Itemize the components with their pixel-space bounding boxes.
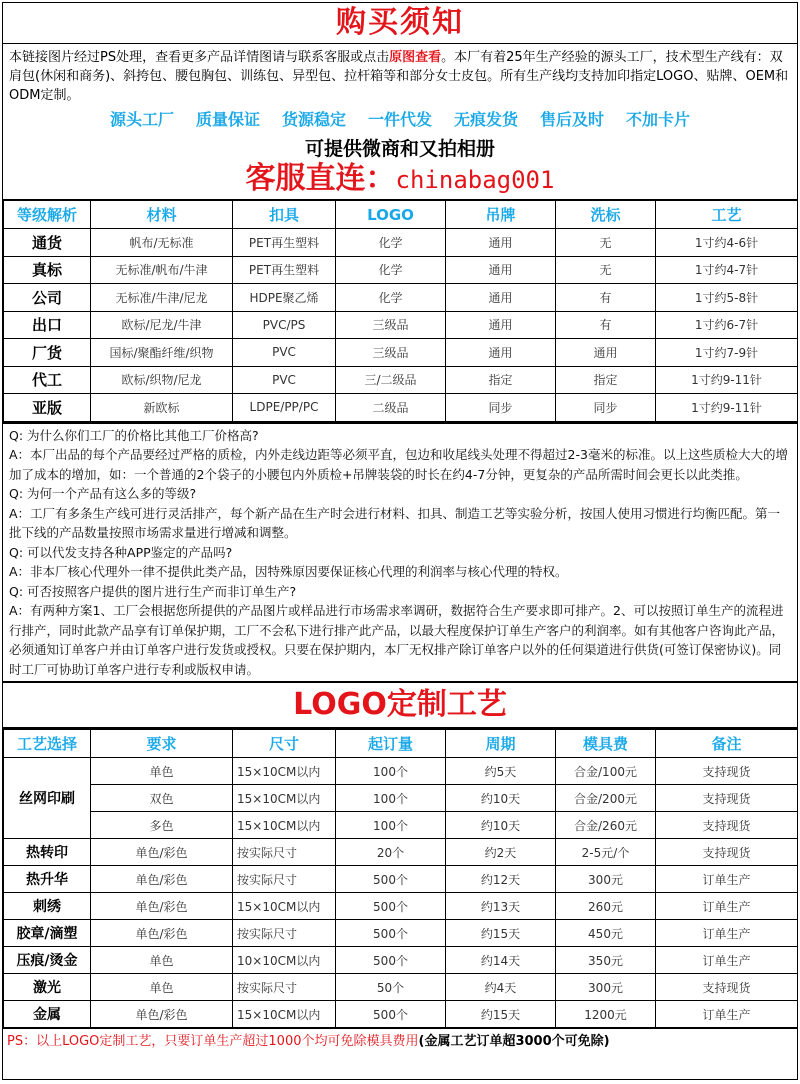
process-name: 热转印 <box>4 839 91 866</box>
table-cell: 按实际尺寸 <box>233 920 336 947</box>
table-cell: 有 <box>556 311 656 339</box>
table-cell: PVC <box>233 366 336 394</box>
intro-text-post: 。本厂有着25年生产经验的源头工厂，技术型生产线有：双肩包(休闲和商务)、斜挎包、腰包胸包、训练包、异型包、拉杆箱等和部分女士皮包。所有生产线均支持加印指定LOGO、贴牌、OEM和ODM定制。 <box>9 50 789 103</box>
table-cell: 500个 <box>336 947 446 974</box>
faq-question: Q: 为什么你们工厂的价格比其他工厂价格高? <box>9 427 259 443</box>
table-cell: HDPE聚乙烯 <box>233 284 336 312</box>
table-cell: 按实际尺寸 <box>233 839 336 866</box>
faq-answer: A：工厂有多条生产线可进行灵活排产，每个新产品在生产时会进行材料、扣具、制造工艺等实验分析，按国人使用习惯进行均衡匹配。第一批下线的产品数量按照市场需求量进行增减和调整。 <box>9 505 781 540</box>
feature-tag: 源头工厂 <box>109 110 174 129</box>
table-cell: 通用 <box>446 311 556 339</box>
page-title: 购买须知 <box>3 3 797 44</box>
table-cell: 有 <box>556 284 656 312</box>
table-cell: 订单生产 <box>656 866 798 893</box>
table-row <box>4 839 798 866</box>
table-row <box>4 866 798 893</box>
table-cell: 500个 <box>336 1001 446 1028</box>
table-cell: 2-5元/个 <box>556 839 656 866</box>
table-cell: 单色/彩色 <box>91 839 233 866</box>
grade-header-cell: 材料 <box>91 200 233 229</box>
table-cell: 合金/100元 <box>556 758 656 785</box>
logo-process-table <box>3 729 798 1028</box>
table-cell: 15×10CM以内 <box>233 758 336 785</box>
table-row <box>4 256 798 284</box>
footer-note-red: PS：以上LOGO定制工艺，只要订单生产超过1000个均可免除模具费用 <box>7 1034 419 1049</box>
table-cell: 三级品 <box>336 339 446 367</box>
grade-header-cell: 吊牌 <box>446 200 556 229</box>
table-cell: 450元 <box>556 920 656 947</box>
table-cell: 300元 <box>556 866 656 893</box>
table-cell: PVC/PS <box>233 311 336 339</box>
table-cell: 单色 <box>91 974 233 1001</box>
logo-header-cell: 尺寸 <box>233 730 336 758</box>
table-cell: 同步 <box>556 394 656 422</box>
table-row <box>4 893 798 920</box>
table-cell: 订单生产 <box>656 893 798 920</box>
table-cell: 约10天 <box>446 812 556 839</box>
table-row <box>4 229 798 257</box>
feature-tag: 不加卡片 <box>626 110 691 129</box>
logo-header-cell: 周期 <box>446 730 556 758</box>
table-cell: 通用 <box>446 339 556 367</box>
process-name: 激光 <box>4 974 91 1001</box>
table-cell: 双色 <box>91 785 233 812</box>
logo-table-header <box>4 730 798 758</box>
table-cell: 15×10CM以内 <box>233 1001 336 1028</box>
table-cell: 支持现货 <box>656 839 798 866</box>
table-row <box>4 1001 798 1028</box>
feature-tag: 一件代发 <box>367 110 432 129</box>
table-cell: 50个 <box>336 974 446 1001</box>
table-row <box>4 785 798 812</box>
table-cell: 支持现货 <box>656 785 798 812</box>
table-cell: 100个 <box>336 785 446 812</box>
table-cell: 无 <box>556 256 656 284</box>
table-row <box>4 920 798 947</box>
table-cell: 化学 <box>336 284 446 312</box>
logo-header-cell: 要求 <box>91 730 233 758</box>
grade-name: 公司 <box>4 284 91 312</box>
table-cell: 1寸约6-7针 <box>656 311 798 339</box>
table-cell: 500个 <box>336 920 446 947</box>
table-row <box>4 974 798 1001</box>
table-cell: 1寸约4-7针 <box>656 256 798 284</box>
table-cell: 约14天 <box>446 947 556 974</box>
table-cell: 按实际尺寸 <box>233 866 336 893</box>
grade-name: 代工 <box>4 366 91 394</box>
table-cell: LDPE/PP/PC <box>233 394 336 422</box>
table-cell: 三级品 <box>336 311 446 339</box>
grade-name: 亚版 <box>4 394 91 422</box>
table-cell: 10×10CM以内 <box>233 947 336 974</box>
table-row <box>4 339 798 367</box>
table-row <box>4 284 798 312</box>
table-cell: 15×10CM以内 <box>233 812 336 839</box>
grade-header-cell: LOGO <box>336 200 446 229</box>
table-cell: PET再生塑料 <box>233 229 336 257</box>
album-notice: 可提供微商和又拍相册 <box>304 138 495 160</box>
table-cell: 100个 <box>336 758 446 785</box>
table-cell: 订单生产 <box>656 947 798 974</box>
faq-answer: A：有两种方案1、工厂会根据您所提供的产品图片或样品进行市场需求率调研，数据符合生产要求即可排产。2、可以按照订单生产的流程进行排产，同时此款产品享有订单保护期，工厂不会私下进行排产此产品，以最大程度保护订单生产客户的利润率。如有其他客户咨询此产品，必须通知订单客户并由订单客户进行发货或授权。只要在保护期内，本厂无权排产除订单客户以外的任何渠道进行供货(可签订保密协议)。同时工厂可协助订单客户进行专利或版权申请。 <box>9 603 785 677</box>
table-cell: 国标/聚酯纤维/织物 <box>91 339 233 367</box>
table-cell: 新欧标 <box>91 394 233 422</box>
table-cell: 支持现货 <box>656 758 798 785</box>
table-cell: 500个 <box>336 893 446 920</box>
grade-name: 厂货 <box>4 339 91 367</box>
logo-section-title: LOGO定制工艺 <box>3 681 797 729</box>
logo-header-cell: 起订量 <box>336 730 446 758</box>
logo-header-cell: 模具费 <box>556 730 656 758</box>
faq-section <box>3 422 797 682</box>
table-cell: 1寸约9-11针 <box>656 394 798 422</box>
table-cell: 无标准/帆布/牛津 <box>91 256 233 284</box>
table-cell: 单色 <box>91 947 233 974</box>
table-cell: 1寸约4-6针 <box>656 229 798 257</box>
table-cell: 1寸约5-8针 <box>656 284 798 312</box>
table-cell: 350元 <box>556 947 656 974</box>
table-cell: 约13天 <box>446 893 556 920</box>
table-cell: 通用 <box>446 229 556 257</box>
intro-text-pre: 本链接图片经过PS处理，查看更多产品详情图请与联系客服或点击 <box>9 50 390 65</box>
original-image-link[interactable]: 原图查看 <box>389 50 442 65</box>
table-cell: 20个 <box>336 839 446 866</box>
intro-paragraph <box>3 44 797 105</box>
table-cell: 单色 <box>91 758 233 785</box>
footer-note <box>3 1028 797 1055</box>
service-id: chinabag001 <box>395 166 555 194</box>
table-row <box>4 758 798 785</box>
grade-name: 真标 <box>4 256 91 284</box>
process-name: 压痕/烫金 <box>4 947 91 974</box>
table-cell: 单色/彩色 <box>91 1001 233 1028</box>
feature-tag: 货源稳定 <box>281 110 346 129</box>
faq-question: Q: 可否按照客户提供的图片进行生产而非订单生产? <box>9 583 297 599</box>
table-cell: 单色/彩色 <box>91 893 233 920</box>
table-cell: 欧标/织物/尼龙 <box>91 366 233 394</box>
table-cell: 1寸约7-9针 <box>656 339 798 367</box>
table-cell: 支持现货 <box>656 812 798 839</box>
faq-question: Q: 为何一个产品有这么多的等级? <box>9 486 197 501</box>
table-cell: 通用 <box>556 339 656 367</box>
feature-tag: 售后及时 <box>540 110 605 129</box>
table-cell: 约12天 <box>446 866 556 893</box>
faq-answer: A：本厂出品的每个产品要经过严格的质检，内外走线边距等必须平直，包边和收尾线头处理不得超过2-3毫米的标准。以上这些质检大大的增加了成本的增加，如：一个普通的2个袋子的小腰包内外质检+吊牌装袋的时长在约4-7分钟，更复杂的产品所需时间会更长以此类推。 <box>9 447 788 482</box>
table-cell: 15×10CM以内 <box>233 785 336 812</box>
table-cell: 100个 <box>336 812 446 839</box>
table-cell: 约4天 <box>446 974 556 1001</box>
table-cell: 欧标/尼龙/牛津 <box>91 311 233 339</box>
table-cell: 帆布/无标准 <box>91 229 233 257</box>
table-cell: PET再生塑料 <box>233 256 336 284</box>
table-cell: 化学 <box>336 256 446 284</box>
table-cell: 按实际尺寸 <box>233 974 336 1001</box>
table-row <box>4 366 798 394</box>
table-cell: 通用 <box>446 256 556 284</box>
table-row <box>4 394 798 422</box>
process-name: 金属 <box>4 1001 91 1028</box>
table-cell: 无标准/牛津/尼龙 <box>91 284 233 312</box>
grade-header-cell: 扣具 <box>233 200 336 229</box>
table-row <box>4 947 798 974</box>
grade-table-header <box>4 200 798 229</box>
logo-header-cell: 工艺选择 <box>4 730 91 758</box>
table-cell: 指定 <box>556 366 656 394</box>
table-cell: 三/二级品 <box>336 366 446 394</box>
footer-note-bold: (金属工艺订单超3000个可免除) <box>418 1034 610 1049</box>
table-cell: 约10天 <box>446 785 556 812</box>
table-cell: 1寸约9-11针 <box>656 366 798 394</box>
table-cell: 无 <box>556 229 656 257</box>
table-cell: 300元 <box>556 974 656 1001</box>
feature-tags <box>3 107 797 130</box>
grade-name: 通货 <box>4 229 91 257</box>
process-name: 丝网印刷 <box>4 758 91 839</box>
table-cell: 500个 <box>336 866 446 893</box>
grade-header-cell: 等级解析 <box>4 200 91 229</box>
service-label: 客服直连： <box>245 161 396 196</box>
table-row <box>4 812 798 839</box>
grade-header-cell: 工艺 <box>656 200 798 229</box>
table-cell: 合金/200元 <box>556 785 656 812</box>
table-row <box>4 311 798 339</box>
process-name: 热升华 <box>4 866 91 893</box>
table-cell: 通用 <box>446 284 556 312</box>
table-cell: 多色 <box>91 812 233 839</box>
feature-tag: 无痕发货 <box>454 110 519 129</box>
process-name: 刺绣 <box>4 893 91 920</box>
grade-table <box>3 199 798 422</box>
table-cell: 约5天 <box>446 758 556 785</box>
table-cell: 同步 <box>446 394 556 422</box>
table-cell: 化学 <box>336 229 446 257</box>
table-cell: 合金/260元 <box>556 812 656 839</box>
customer-service-line <box>3 161 797 199</box>
faq-answer: A：非本厂核心代理外一律不提供此类产品，因特殊原因要保证核心代理的利润率与核心代理的特权。 <box>9 564 568 579</box>
purchase-notice-page <box>2 2 798 1080</box>
faq-question: Q: 可以代发支持各种APP鉴定的产品吗? <box>9 544 233 560</box>
table-cell: 单色/彩色 <box>91 920 233 947</box>
table-cell: 约15天 <box>446 920 556 947</box>
table-cell: 订单生产 <box>656 1001 798 1028</box>
process-name: 胶章/滴塑 <box>4 920 91 947</box>
table-cell: 二级品 <box>336 394 446 422</box>
table-cell: PVC <box>233 339 336 367</box>
logo-header-cell: 备注 <box>656 730 798 758</box>
table-cell: 指定 <box>446 366 556 394</box>
feature-tag: 质量保证 <box>195 110 260 129</box>
grade-header-cell: 洗标 <box>556 200 656 229</box>
grade-name: 出口 <box>4 311 91 339</box>
table-cell: 260元 <box>556 893 656 920</box>
table-cell: 约2天 <box>446 839 556 866</box>
table-cell: 约15天 <box>446 1001 556 1028</box>
table-cell: 15×10CM以内 <box>233 893 336 920</box>
table-cell: 支持现货 <box>656 974 798 1001</box>
table-cell: 1200元 <box>556 1001 656 1028</box>
table-cell: 订单生产 <box>656 920 798 947</box>
table-cell: 单色/彩色 <box>91 866 233 893</box>
